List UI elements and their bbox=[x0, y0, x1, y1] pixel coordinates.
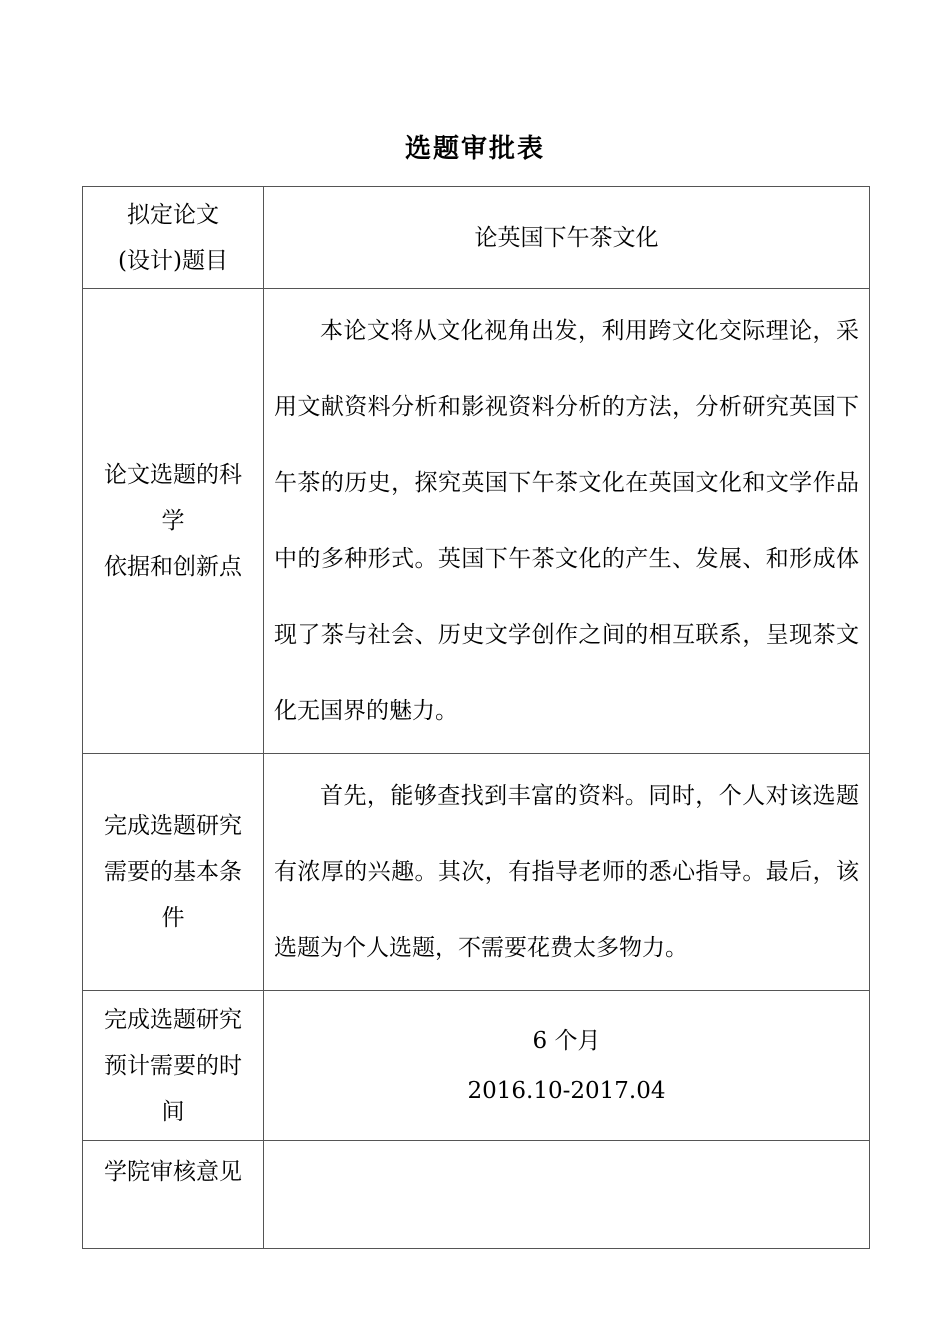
label-cell-basis bbox=[83, 289, 264, 754]
label-cell-review bbox=[83, 1141, 264, 1249]
table-row-time bbox=[83, 991, 870, 1141]
page-title: 选题审批表 bbox=[404, 134, 545, 164]
date-range-value: 2016.10-2017.04 bbox=[467, 1077, 666, 1104]
topic-value: 论英国下午茶文化 bbox=[264, 187, 870, 289]
label-cell-time bbox=[83, 991, 264, 1141]
label-line: 需要的基本条 bbox=[104, 859, 242, 885]
conditions-text: 首先，能够查找到丰富的资料。同时，个人对该选题有浓厚的兴趣。其次，有指导老师的悉心指导。最后，该选题为个人选题，不需要花费太多物力。 bbox=[264, 754, 870, 991]
label-line: 依据和创新点 bbox=[104, 554, 242, 580]
label-line: 学院审核意见 bbox=[104, 1159, 242, 1185]
label-line: 件 bbox=[161, 905, 185, 931]
table-row-basis bbox=[83, 289, 870, 754]
label-line: 完成选题研究 bbox=[104, 1006, 242, 1033]
label-line: 间 bbox=[161, 1098, 185, 1125]
basis-text: 本论文将从文化视角出发，利用跨文化交际理论，采用文献资料分析和影视资料分析的方法，分析研究英国下午茶的历史，探究英国下午茶文化在英国文化和文学作品中的多种形式。英国下午茶文化的产生、发展、和形成体现了茶与社会、历史文学创作之间的相互联系，呈现茶文化无国界的魅力。 bbox=[264, 289, 870, 754]
label-line: 完成选题研究 bbox=[104, 813, 242, 839]
time-cell bbox=[264, 991, 870, 1141]
table-row-topic bbox=[83, 187, 870, 289]
approval-form-table bbox=[82, 186, 870, 1249]
table-row-conditions bbox=[83, 754, 870, 991]
label-line: 拟定论文 bbox=[127, 201, 219, 228]
label-line: 论文选题的科 bbox=[104, 462, 242, 488]
table-row-review bbox=[83, 1141, 870, 1249]
label-cell-conditions bbox=[83, 754, 264, 991]
review-opinion-cell bbox=[264, 1141, 870, 1249]
label-cell-topic bbox=[83, 187, 264, 289]
label-line: 学 bbox=[161, 508, 185, 534]
label-line: (设计)题目 bbox=[118, 247, 228, 274]
duration-value: 6 个月 bbox=[532, 1027, 601, 1054]
label-line: 预计需要的时 bbox=[104, 1052, 242, 1079]
